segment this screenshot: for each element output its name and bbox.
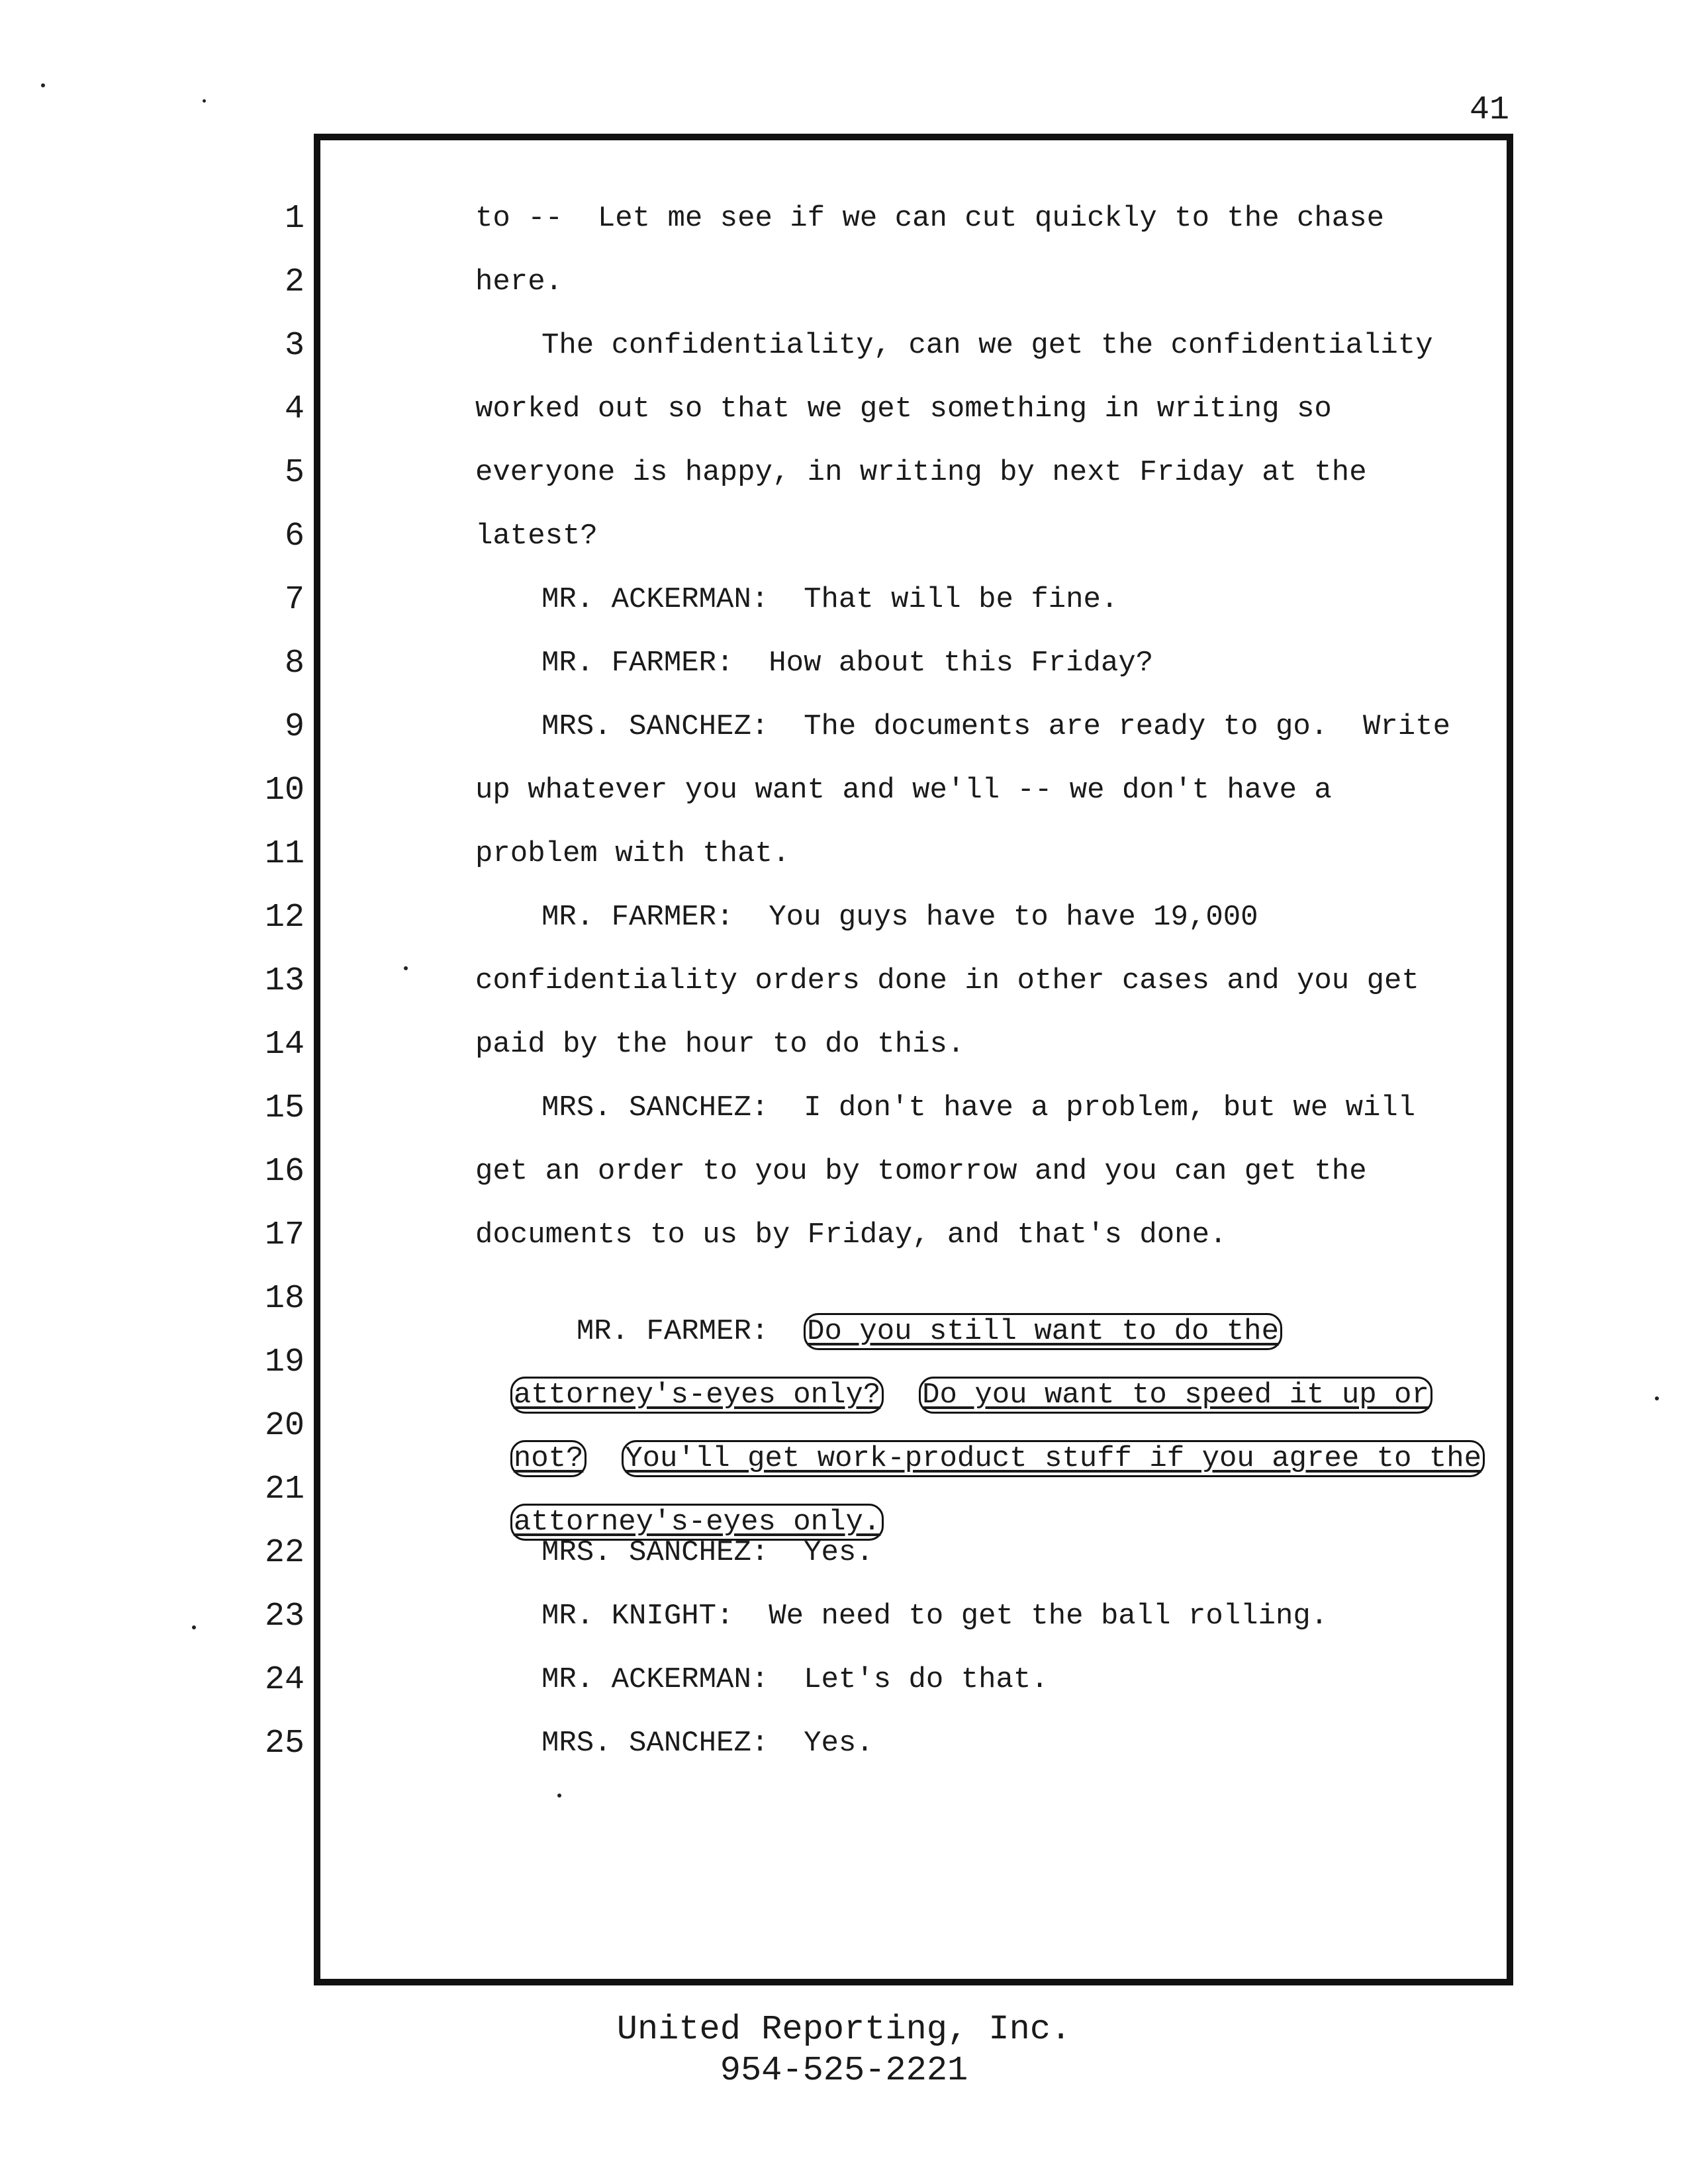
transcript-line <box>475 1345 1432 1412</box>
boxed-annotation: You'll get work-product stuff if you agree to the <box>622 1440 1485 1477</box>
transcript-line: latest? <box>475 520 598 553</box>
transcript-line <box>475 1409 1485 1475</box>
line-number: 18 <box>264 1280 305 1318</box>
transcript-line: to -- Let me see if we can cut quickly to the chase <box>475 202 1385 235</box>
line-number: 15 <box>264 1089 305 1127</box>
line-number: 17 <box>264 1216 305 1254</box>
transcript-line: MR. ACKERMAN: That will be fine. <box>541 583 1119 616</box>
line-number: 12 <box>264 899 305 936</box>
boxed-annotation: not? <box>510 1440 587 1477</box>
line-number: 14 <box>264 1026 305 1064</box>
line-number: 20 <box>264 1407 305 1445</box>
line-number: 13 <box>264 962 305 1000</box>
line-number: 23 <box>264 1598 305 1635</box>
transcript-line: problem with that. <box>475 837 790 870</box>
speaker-label: MR. FARMER: <box>576 1315 804 1348</box>
line-number: 3 <box>284 327 305 365</box>
transcript-line: The confidentiality, can we get the confidentiality <box>541 329 1433 362</box>
line-number: 8 <box>284 645 305 682</box>
line-number: 5 <box>284 454 305 492</box>
transcript-line: MRS. SANCHEZ: I don't have a problem, but we will <box>541 1091 1416 1124</box>
footer-company: United Reporting, Inc. <box>616 2010 1072 2049</box>
transcript-line: MR. KNIGHT: We need to get the ball rolling. <box>541 1600 1329 1633</box>
footer-phone: 954-525-2221 <box>720 2051 968 2090</box>
transcript-line: worked out so that we get something in writing so <box>475 392 1332 426</box>
transcript-line: get an order to you by tomorrow and you can get the <box>475 1155 1367 1188</box>
line-number: 4 <box>284 390 305 428</box>
transcript-line: MRS. SANCHEZ: Yes. <box>541 1536 874 1569</box>
transcript-line: MR. FARMER: How about this Friday? <box>541 647 1154 680</box>
transcript-line: up whatever you want and we'll -- we don't have a <box>475 774 1332 807</box>
line-number: 2 <box>284 263 305 301</box>
transcript-line: MR. FARMER: You guys have to have 19,000 <box>541 901 1258 934</box>
line-number: 24 <box>264 1661 305 1699</box>
transcript-line <box>541 1282 1282 1348</box>
line-number: 1 <box>284 200 305 238</box>
transcript-line <box>475 1473 884 1539</box>
transcript-line: paid by the hour to do this. <box>475 1028 965 1061</box>
boxed-annotation: attorney's-eyes only. <box>510 1504 884 1541</box>
line-number: 22 <box>264 1534 305 1572</box>
line-number: 16 <box>264 1153 305 1191</box>
scan-speck <box>41 83 45 87</box>
line-number: 10 <box>264 772 305 809</box>
transcript-line: here. <box>475 265 563 298</box>
scan-speck <box>1655 1396 1659 1400</box>
transcript-line: MRS. SANCHEZ: Yes. <box>541 1727 874 1760</box>
transcript-line: confidentiality orders done in other cases and you get <box>475 964 1419 997</box>
line-number: 19 <box>264 1343 305 1381</box>
line-number: 7 <box>284 581 305 619</box>
line-number: 9 <box>284 708 305 746</box>
boxed-annotation: Do you want to speed it up or <box>919 1377 1432 1414</box>
transcript-line: everyone is happy, in writing by next Friday at the <box>475 456 1367 489</box>
transcript-line: documents to us by Friday, and that's done. <box>475 1218 1227 1251</box>
line-number: 25 <box>264 1725 305 1762</box>
boxed-annotation: attorney's-eyes only? <box>510 1377 884 1414</box>
scan-speck <box>192 1625 196 1629</box>
transcript-line: MR. ACKERMAN: Let's do that. <box>541 1663 1049 1696</box>
boxed-annotation: Do you still want to do the <box>804 1313 1282 1350</box>
scan-speck <box>203 99 206 103</box>
line-number: 11 <box>264 835 305 873</box>
page-number: 41 <box>1470 91 1510 129</box>
line-number: 6 <box>284 518 305 555</box>
scan-speck <box>557 1794 561 1797</box>
line-number: 21 <box>264 1471 305 1508</box>
transcript-line: MRS. SANCHEZ: The documents are ready to go. Write <box>541 710 1451 743</box>
scan-speck <box>404 966 408 970</box>
